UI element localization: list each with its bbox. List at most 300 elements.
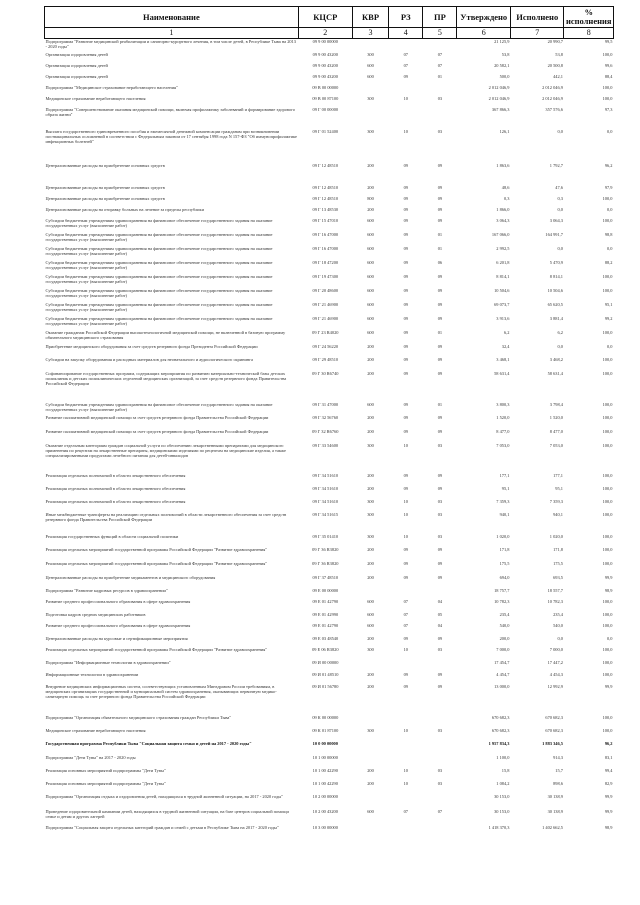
row-approved: 3 064,3: [496, 217, 510, 223]
row-rz: [389, 588, 423, 599]
row-pr: 09: [437, 273, 443, 279]
row-name: Медицинское страхование неработающего населения: [45, 727, 146, 733]
row-executed: 693,5: [553, 574, 563, 580]
row-rz: [389, 755, 423, 768]
row-kcsr: 09 9 00 43200: [312, 62, 338, 68]
row-approved: 8 814,1: [496, 273, 510, 279]
table-row: [45, 715, 614, 728]
row-name: Реализация основных мероприятий подпрограммы "Дети Тувы": [45, 780, 166, 786]
row-kvr: 600: [367, 231, 374, 237]
row-kvr: [352, 741, 388, 755]
row-approved: 1 863,6: [496, 162, 510, 168]
row-approved: 69 073,7: [494, 301, 510, 307]
row-percent: 98,9: [604, 587, 613, 593]
row-approved: 6 201,8: [496, 259, 510, 265]
row-percent: 100,0: [602, 671, 613, 677]
row-executed: 30 138,9: [547, 793, 563, 799]
row-name: Софинансирование государственных программ, содержащих мероприятия по развитию материально-технической базы детских поликлиник и детских поликлинических отделений медицинских организаций, за счет средств резервного фонда Правительства Российской Федерации: [45, 370, 287, 386]
table-row: [45, 499, 614, 512]
row-name: Реализация отдельных полномочий в области лекарственного обеспечения: [45, 498, 186, 504]
row-approved: 21 125,9: [494, 39, 510, 45]
row-executed: 1 883 346,5: [542, 740, 563, 746]
row-pr: 03: [437, 511, 443, 517]
row-rz: 09: [403, 206, 408, 212]
row-percent: 0,0: [607, 128, 613, 134]
row-kvr: 300: [367, 51, 374, 57]
row-approved: 670 682,3: [491, 727, 510, 733]
row-name: Приобретение медицинского оборудования за счет средств резервного фонда Президента Российской Федерации: [45, 343, 258, 349]
row-percent: 82,9: [604, 780, 613, 786]
row-pr: [423, 85, 457, 96]
row-approved: 53,8: [501, 51, 510, 57]
row-percent: 98,8: [604, 231, 613, 237]
row-pr: 04: [437, 598, 443, 604]
row-pr: 03: [437, 95, 443, 101]
row-kcsr: 09 Г 21 46900: [312, 301, 339, 307]
table-body: [45, 39, 614, 840]
row-pr: [423, 588, 457, 599]
row-rz: [389, 715, 423, 728]
row-executed: 898,6: [553, 780, 563, 786]
row-rz: 10: [403, 511, 408, 517]
row-approved: 95,1: [501, 485, 510, 491]
row-kvr: 600: [367, 622, 374, 628]
row-name: Развитие паллиативной медицинской помощи за счет средств резервного фонда Правительства Российской Федерации: [45, 428, 269, 434]
row-name: Подпрограмма "Организация обязательного медицинского страхования граждан Республики Тыва": [45, 714, 232, 720]
row-pr: [423, 107, 457, 129]
row-pr: 05: [437, 611, 443, 617]
row-pr: 09: [437, 635, 443, 641]
row-approved: 200,0: [499, 635, 510, 641]
row-pr: [423, 825, 457, 840]
row-rz: 10: [403, 767, 408, 773]
table-row: [45, 794, 614, 809]
row-pr: 03: [437, 780, 443, 786]
table-row: [45, 684, 614, 715]
row-executed: 540,0: [553, 622, 563, 628]
table-row: [45, 575, 614, 588]
row-executed: 95,1: [555, 485, 563, 491]
row-kcsr: 09 Г 34 51610: [312, 472, 339, 478]
row-percent: 96,2: [604, 740, 613, 746]
row-pr: 01: [437, 329, 443, 335]
row-rz: [389, 794, 423, 809]
table-row: [45, 288, 614, 302]
row-executed: 1 402 662,5: [542, 824, 563, 830]
table-row: [45, 623, 614, 636]
row-pr: 09: [437, 560, 443, 566]
table-row: [45, 316, 614, 330]
row-name: Субсидии бюджетным учреждениям здравоохранения на финансовое обеспечение государственного задания на оказание государственных услуг (выполнение работ): [45, 217, 273, 228]
row-pr: 01: [437, 73, 443, 79]
table-row: [45, 660, 614, 672]
row-kcsr: 10 1 00 42290: [312, 767, 338, 773]
row-name: Подпрограмма "Развитие кадровых ресурсов в здравоохранении": [45, 587, 168, 593]
row-approved: 1 418 370,3: [488, 824, 510, 830]
row-approved: 7 000,0: [496, 646, 510, 652]
table-row: [45, 107, 614, 129]
row-percent: 100,0: [602, 598, 613, 604]
row-percent: 100,0: [602, 401, 613, 407]
row-kcsr: 09 9 00 43200: [312, 73, 338, 79]
row-executed: 47,6: [555, 184, 563, 190]
row-kcsr: 09 E 01 42790: [312, 622, 339, 628]
row-kcsr: 09 К 00 00000: [312, 714, 339, 720]
row-percent: 99,9: [604, 574, 613, 580]
row-kvr: 200: [367, 370, 374, 376]
row-name: Субсидии бюджетным учреждениям здравоохранения на финансовое обеспечение государственного задания на оказание государственных услуг (выполнение работ): [45, 245, 273, 256]
row-name: Централизованные расходы на приобретение основных средств: [45, 162, 165, 168]
row-kcsr: 09 Г 32 56760: [312, 414, 339, 420]
row-rz: 07: [403, 598, 408, 604]
row-kvr: 300: [367, 95, 374, 101]
row-executed: 3 468,2: [549, 356, 563, 362]
row-pr: 07: [437, 808, 443, 814]
row-percent: 97,9: [604, 184, 613, 190]
row-rz: 09: [403, 259, 408, 265]
row-pr: 03: [437, 727, 443, 733]
row-executed: 58 631,4: [547, 370, 563, 376]
table-row: [45, 39, 614, 52]
row-executed: 10 504,6: [547, 287, 563, 293]
row-pr: 09: [437, 195, 443, 201]
row-approved: 2 992,5: [496, 245, 510, 251]
row-percent: 100,0: [602, 511, 613, 517]
row-kvr: 200: [367, 780, 374, 786]
row-kcsr: 10 2 00 00000: [312, 793, 338, 799]
row-kvr: 200: [367, 356, 374, 362]
row-kvr: 300: [367, 511, 374, 517]
table-row: [45, 274, 614, 288]
row-pr: 09: [437, 343, 443, 349]
row-name: Реализация государственных функций в области социальной политики: [45, 533, 179, 539]
row-rz: 10: [403, 442, 408, 448]
row-approved: 13 000,0: [494, 683, 510, 689]
row-executed: 53,8: [555, 51, 563, 57]
row-pr: 03: [437, 646, 443, 652]
row-pr: 01: [437, 245, 443, 251]
row-approved: 171,8: [499, 546, 510, 552]
row-rz: 09: [403, 217, 408, 223]
header-name: Наименование: [45, 7, 299, 28]
row-executed: 10 782,3: [547, 598, 563, 604]
row-approved: 670 682,3: [491, 714, 510, 720]
row-name: Субсидии бюджетным учреждениям здравоохранения на финансовое обеспечение государственного задания на оказание государственных услуг (выполнение работ): [45, 231, 273, 242]
row-kvr: 600: [367, 259, 374, 265]
row-kcsr: 09 К 01 87100: [312, 727, 339, 733]
row-kvr: 200: [367, 414, 374, 420]
row-kvr: 200: [367, 206, 374, 212]
row-name: Организация оздоровления детей: [45, 62, 108, 68]
row-percent: 95,1: [604, 301, 613, 307]
row-kcsr: 09 Г 12 48510: [312, 184, 339, 190]
row-percent: 100,0: [602, 533, 613, 539]
row-percent: 100,0: [602, 428, 613, 434]
row-name: Подпрограмма "Совершенствование оказания медицинской помощи, включая профилактику заболеваний и формирование здорового образа жизни": [45, 106, 296, 117]
row-executed: 7 359,3: [549, 498, 563, 504]
row-rz: 09: [403, 485, 408, 491]
row-name: Подпрограмма "Дети Тувы" на 2017 - 2020 годы: [45, 754, 136, 760]
row-kvr: 200: [367, 683, 374, 689]
row-kcsr: 09 Г 16 47000: [312, 245, 339, 251]
row-approved: 32,4: [501, 343, 510, 349]
row-executed: 0,0: [557, 343, 563, 349]
row-percent: 0,0: [607, 206, 613, 212]
row-kcsr: 09 E 01 42790: [312, 598, 339, 604]
header-percent: % исполнения: [565, 7, 612, 26]
row-kcsr: 09 Г 21 46900: [312, 315, 339, 321]
row-name: Подпрограмма "Медицинское страхование неработающего населения": [45, 84, 178, 90]
row-kvr: 200: [367, 635, 374, 641]
table-row: [45, 63, 614, 74]
row-kvr: 300: [367, 727, 374, 733]
row-pr: 03: [437, 533, 443, 539]
row-kcsr: 10 2 00 43200: [312, 808, 338, 814]
table-row: [45, 728, 614, 741]
header-rz: РЗ: [389, 7, 423, 28]
row-name: Подпрограмма "Организация отдыха и оздоровления детей, находящихся в трудной жизненной ситуации, на 2017 - 2020 годы": [45, 793, 284, 799]
row-percent: 100,0: [602, 659, 613, 665]
table-row: [45, 302, 614, 316]
row-approved: 175,5: [499, 560, 510, 566]
row-kcsr: 09 Г 13 48530: [312, 206, 339, 212]
row-rz: 10: [403, 498, 408, 504]
row-pr: 09: [437, 485, 443, 491]
row-executed: 235,4: [553, 611, 563, 617]
row-percent: 100,0: [602, 414, 613, 420]
row-percent: 83,1: [604, 754, 613, 760]
table-row: [45, 768, 614, 781]
row-pr: [423, 660, 457, 672]
table-row: [45, 52, 614, 63]
row-executed: 3 881,4: [549, 315, 563, 321]
row-approved: 540,0: [499, 622, 510, 628]
row-name: Подготовка кадров средних медицинских работников: [45, 611, 146, 617]
row-approved: 7 359,3: [496, 498, 510, 504]
row-percent: 88,2: [604, 259, 613, 265]
row-approved: 15,8: [501, 767, 510, 773]
row-pr: 09: [437, 683, 443, 689]
row-rz: 09: [403, 356, 408, 362]
row-kvr: 300: [367, 533, 374, 539]
row-executed: 65 620,5: [547, 301, 563, 307]
row-pr: [423, 715, 457, 728]
row-kcsr: 09 Г 34 51610: [312, 485, 339, 491]
row-executed: 0,0: [557, 635, 563, 641]
row-percent: 99,2: [604, 315, 613, 321]
row-executed: 914,3: [553, 754, 563, 760]
row-percent: 100,0: [602, 498, 613, 504]
row-executed: 177,1: [553, 472, 563, 478]
row-pr: 09: [437, 370, 443, 376]
table-row: [45, 512, 614, 534]
row-rz: 09: [403, 195, 408, 201]
row-percent: 99,5: [604, 39, 613, 45]
row-kcsr: 09 Г 18 47200: [312, 259, 339, 265]
row-executed: 940,1: [553, 511, 563, 517]
row-percent: 88,4: [604, 73, 613, 79]
table-row: [45, 85, 614, 96]
row-name: Реализация отдельных мероприятий государственной программы Российской Федерации "Развитие здравоохранения": [45, 646, 268, 652]
row-rz: 09: [403, 370, 408, 376]
column-number: 5: [423, 28, 457, 39]
table-row: [45, 588, 614, 599]
row-approved: 8 477,0: [496, 428, 510, 434]
row-approved: 1 100,0: [496, 754, 510, 760]
column-number: 8: [564, 28, 614, 39]
table-row: [45, 429, 614, 443]
row-rz: 10: [403, 646, 408, 652]
column-number: 7: [510, 28, 563, 39]
row-kcsr: 10 1 00 00000: [312, 754, 338, 760]
row-executed: 1 520,0: [549, 414, 563, 420]
column-number: 4: [389, 28, 423, 39]
table-row: [45, 415, 614, 429]
row-rz: 10: [403, 95, 408, 101]
row-executed: 5 470,9: [549, 259, 563, 265]
row-pr: 06: [437, 259, 443, 265]
row-name: Централизованные расходы на отправку больных на лечение за пределы республики: [45, 206, 204, 212]
row-kcsr: 10 3 00 00000: [312, 824, 338, 830]
row-rz: [389, 85, 423, 96]
row-percent: 100,0: [602, 329, 613, 335]
row-rz: 09: [403, 683, 408, 689]
row-approved: 367 866,3: [491, 106, 510, 112]
row-name: Субсидии бюджетным учреждениям здравоохранения на финансовое обеспечение государственного задания на оказание государственных услуг (выполнение работ): [45, 287, 273, 298]
row-executed: 1 792,7: [549, 162, 563, 168]
row-pr: 09: [437, 671, 443, 677]
table-row: [45, 561, 614, 575]
row-kcsr: 09 E 06 R3820: [312, 646, 339, 652]
row-approved: 2 012 046,9: [488, 95, 510, 101]
row-executed: 171,8: [553, 546, 563, 552]
row-kvr: 300: [367, 442, 374, 448]
table-row: [45, 344, 614, 357]
row-pr: 09: [437, 206, 443, 212]
row-approved: 1 084,2: [496, 780, 510, 786]
row-executed: 20 990,7: [547, 39, 563, 45]
row-name: Оказание отдельным категориям граждан социальной услуги по обеспечению лекарственными препаратами для медицинского применения по рецептам на лекарственные препараты, медицинскими изделиями по рецептам на медицинские изделия, а также специализированными продуктами лечебного питания для детей-инвалидов: [45, 442, 286, 458]
row-approved: 126,1: [499, 128, 510, 134]
row-approved: 6,2: [503, 329, 510, 335]
table-row: [45, 825, 614, 840]
header-executed: Исполнено: [510, 7, 563, 28]
row-pr: 09: [437, 414, 443, 420]
row-executed: 0,3: [557, 195, 563, 201]
row-approved: 1 520,0: [496, 414, 510, 420]
row-name: Медицинское страхование неработающего населения: [45, 95, 146, 101]
row-kcsr: 09 Г 35 01410: [312, 533, 339, 539]
row-name: Подпрограмма "Информационные технологии в здравоохранении": [45, 659, 171, 665]
row-rz: 09: [403, 315, 408, 321]
header-approved: Утверждено: [457, 7, 510, 28]
row-kcsr: 09 Г 34 51615: [312, 511, 339, 517]
table-row: [45, 599, 614, 612]
table-row: [45, 534, 614, 547]
row-pr: 01: [437, 401, 443, 407]
table-row: [45, 781, 614, 794]
row-executed: 164 991,7: [545, 231, 563, 237]
row-executed: 670 682,3: [545, 727, 563, 733]
row-executed: 670 682,3: [545, 714, 563, 720]
row-name: Централизованные расходы на приобретение медикаментов и медицинского оборудования: [45, 574, 216, 580]
row-percent: 100,0: [602, 273, 613, 279]
row-rz: 09: [403, 574, 408, 580]
row-pr: 09: [437, 315, 443, 321]
row-rz: 09: [403, 162, 408, 168]
row-name: Субсидии бюджетным учреждениям здравоохранения на финансовое обеспечение государственного задания на оказание государственных услуг (выполнение работ): [45, 273, 273, 284]
row-kvr: 600: [367, 273, 374, 279]
table-header: [45, 7, 614, 39]
row-executed: 0,0: [557, 245, 563, 251]
row-approved: 10 782,3: [494, 598, 510, 604]
row-approved: 7 053,0: [496, 442, 510, 448]
row-rz: [389, 825, 423, 840]
row-kvr: 200: [367, 574, 374, 580]
row-rz: [389, 39, 423, 52]
row-kcsr: 09 E 03 48540: [312, 635, 339, 641]
row-pr: 09: [437, 162, 443, 168]
column-number: 1: [45, 28, 299, 39]
row-rz: 07: [403, 62, 408, 68]
row-executed: 20 500,8: [547, 62, 563, 68]
row-executed: 6,2: [557, 329, 563, 335]
table-row: [45, 547, 614, 561]
row-kvr: 200: [367, 767, 374, 773]
row-rz: 09: [403, 245, 408, 251]
table-row: [45, 672, 614, 684]
row-name: Организация оздоровления детей: [45, 73, 108, 79]
row-executed: 17 447,2: [547, 659, 563, 665]
row-name: Государственная программа Республики Тыва "Социальная защита семьи и детей на 2017 - 2020 годы": [45, 740, 252, 746]
row-percent: 99,4: [604, 767, 613, 773]
row-approved: 48,6: [501, 184, 510, 190]
row-name: Выплата государственного единовременного пособия и ежемесячной денежной компенсации гражданам при возникновении поствакцинальных осложнений в соответствии с Федеральным законом от 17 сентября 1998 года N 157-ФЗ "Об иммунопрофилактике инфекционных болезней": [45, 128, 297, 144]
row-kcsr: 09 Г 33 54600: [312, 442, 339, 448]
row-percent: 100,0: [602, 195, 613, 201]
row-kvr: 600: [367, 315, 374, 321]
row-rz: 07: [403, 611, 408, 617]
table-row: [45, 96, 614, 107]
table-row: [45, 246, 614, 260]
row-percent: 96,2: [604, 162, 613, 168]
row-percent: 100,0: [602, 611, 613, 617]
column-number-row: [45, 28, 614, 39]
row-kcsr: 09 Г 29 48510: [312, 356, 339, 362]
row-rz: [389, 741, 423, 755]
row-kcsr: 09 Г 20 48600: [312, 287, 339, 293]
row-rz: 09: [403, 546, 408, 552]
row-kvr: 200: [367, 343, 374, 349]
row-kvr: [352, 794, 388, 809]
row-rz: 10: [403, 128, 408, 134]
row-percent: 100,0: [602, 356, 613, 362]
row-pr: 09: [437, 301, 443, 307]
row-rz: [389, 660, 423, 672]
row-name: Централизованные расходы на курсовые и сертификационные мероприятия: [45, 635, 188, 641]
row-name: Иные межбюджетные трансферты на реализацию отдельных полномочий в области лекарственного обеспечения за счет средств резервного фонда Правительства Российской Федерации: [45, 511, 287, 522]
row-kvr: [352, 85, 388, 96]
table-row: [45, 473, 614, 486]
row-percent: 100,0: [602, 95, 613, 101]
row-name: Развитие среднего профессионального образования в сфере здравоохранения: [45, 622, 191, 628]
column-number: 6: [457, 28, 510, 39]
row-executed: 3 064,3: [549, 217, 563, 223]
table-row: [45, 185, 614, 196]
row-kcsr: 09 B 00 87100: [312, 95, 339, 101]
row-executed: 0,0: [557, 206, 563, 212]
row-rz: 10: [403, 780, 408, 786]
